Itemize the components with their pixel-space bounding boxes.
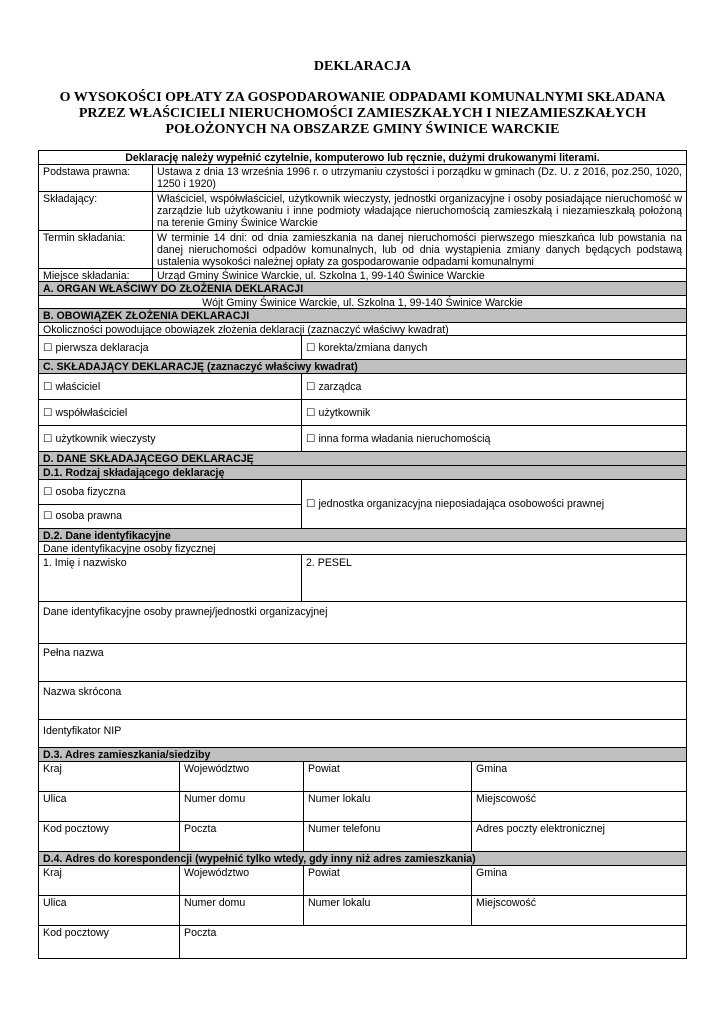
section-d2-header: D.2. Dane identyfikacyjne xyxy=(39,529,686,541)
organ-value: Wójt Gminy Świnice Warckie, ul. Szkolna 1, 99-140 Świnice Warckie xyxy=(202,297,523,308)
d3-email-field[interactable]: Adres poczty elektronicznej xyxy=(471,822,686,851)
d4-gmina-field[interactable]: Gmina xyxy=(471,866,686,895)
section-d1-header: D.1. Rodzaj składającego deklarację xyxy=(39,466,686,479)
d3-numer-lokalu-field[interactable]: Numer lokalu xyxy=(303,792,471,821)
section-b-header: B. OBOWIĄZEK ZŁOŻENIA DEKLARACJI xyxy=(39,309,686,322)
checkbox-pierwsza-deklaracja[interactable]: ☐ pierwsza deklaracja xyxy=(43,341,149,354)
checkbox-osoba-prawna[interactable]: ☐ osoba prawna xyxy=(39,504,301,529)
d4-kraj-field[interactable]: Kraj xyxy=(43,867,62,879)
d3-kraj-field[interactable]: Kraj xyxy=(43,763,62,775)
section-a-header: A. ORGAN WŁAŚCIWY DO ZŁOŻENIA DEKLARACJI xyxy=(39,282,686,295)
d3-numer-domu-field[interactable]: Numer domu xyxy=(179,792,303,821)
d3-gmina-field[interactable]: Gmina xyxy=(471,762,686,791)
section-d3-header: D.3. Adres zamieszkania/siedziby xyxy=(39,748,686,761)
d3-poczta-field[interactable]: Poczta xyxy=(179,822,303,851)
termin-value: W terminie 14 dni: od dnia zamieszkania na danej nieruchomości pierwszego mieszkańca lub powstania na danej nieruchomości odpadów komunalnych, lub od dnia wystąpienia zmiany danych będących podstawą ustalenia wysokości należnej opłaty za gospodarowanie odpadami komunalnymi xyxy=(152,231,686,268)
d3-powiat-field[interactable]: Powiat xyxy=(303,762,471,791)
d3-wojewodztwo-field[interactable]: Województwo xyxy=(179,762,303,791)
checkbox-wlasciciel[interactable]: ☐ właściciel xyxy=(43,380,101,393)
checkbox-uzytkownik[interactable]: ☐ użytkownik xyxy=(301,400,686,425)
checkbox-wspolwlasciciel[interactable]: ☐ współwłaściciel xyxy=(43,406,128,419)
d4-powiat-field[interactable]: Powiat xyxy=(303,866,471,895)
d4-ulica-field[interactable]: Ulica xyxy=(43,897,67,909)
d4-wojewodztwo-field[interactable]: Województwo xyxy=(179,866,303,895)
d2-osoba-fizyczna-label: Dane identyfikacyjne osoby fizycznej xyxy=(43,543,216,554)
nip-field[interactable]: Identyfikator NIP xyxy=(43,725,122,737)
miejsce-value: Urząd Gminy Świnice Warckie, ul. Szkolna 1, 99-140 Świnice Warckie xyxy=(152,269,686,281)
miejsce-label: Miejsce składania: xyxy=(43,270,130,281)
podstawa-label: Podstawa prawna: xyxy=(43,166,131,178)
d4-kod-pocztowy-field[interactable]: Kod pocztowy xyxy=(43,927,109,939)
pelna-nazwa-field[interactable]: Pełna nazwa xyxy=(43,647,104,659)
d2-osoba-prawna-label: Dane identyfikacyjne osoby prawnej/jednostki organizacyjnej xyxy=(43,606,328,618)
d4-numer-lokalu-field[interactable]: Numer lokalu xyxy=(303,896,471,925)
checkbox-osoba-fizyczna[interactable]: ☐ osoba fizyczna xyxy=(43,485,126,498)
d4-poczta-field[interactable]: Poczta xyxy=(179,926,686,958)
section-d-header: D. DANE SKŁADAJĄCEGO DEKLARACJĘ xyxy=(39,452,686,465)
d3-kod-pocztowy-field[interactable]: Kod pocztowy xyxy=(43,823,109,835)
skladajacy-value: Właściciel, współwłaściciel, użytkownik wieczysty, jednostki organizacyjne i osoby posiadające nieruchomość w zarządzie lub użytkowaniu i inne podmioty władające nieruchomością zamieszkałą i niezamieszkałą położoną na terenie Gminy Świnice Warckie xyxy=(152,192,686,230)
d3-ulica-field[interactable]: Ulica xyxy=(43,793,67,805)
d3-telefon-field[interactable]: Numer telefonu xyxy=(303,822,471,851)
d3-miejscowosc-field[interactable]: Miejscowość xyxy=(471,792,686,821)
document-title: DEKLARACJA xyxy=(313,59,412,74)
podstawa-value: Ustawa z dnia 13 września 1996 r. o utrzymaniu czystości i porządku w gminach (Dz. U. z 2016, poz.250, 1020, 1250 i 1920) xyxy=(152,165,686,191)
document-subtitle: O WYSOKOŚCI OPŁATY ZA GOSPODAROWANIE ODPADAMI KOMUNALNYMI SKŁADANA PRZEZ WŁAŚCICIELI NIERUCHOMOŚCI ZAMIESZKAŁYCH I NIEZAMIESZKAŁYCH POŁOŻONYCH NA OBSZARZE GMINY ŚWINICE WARCKIE xyxy=(59,90,666,137)
section-b-note: Okoliczności powodujące obowiązek złożenia deklaracji (zaznaczyć właściwy kwadrat) xyxy=(43,324,449,335)
declaration-form xyxy=(38,150,687,959)
nazwa-skrocona-field[interactable]: Nazwa skrócona xyxy=(43,686,122,698)
checkbox-zarzadca[interactable]: ☐ zarządca xyxy=(301,374,686,399)
d4-miejscowosc-field[interactable]: Miejscowość xyxy=(471,896,686,925)
checkbox-jednostka-organizacyjna[interactable]: ☐ jednostka organizacyjna nieposiadająca osobowości prawnej xyxy=(301,480,686,528)
d4-numer-domu-field[interactable]: Numer domu xyxy=(179,896,303,925)
termin-label: Termin składania: xyxy=(43,232,126,244)
checkbox-korekta[interactable]: ☐ korekta/zmiana danych xyxy=(301,336,686,359)
instructions: Deklarację należy wypełnić czytelnie, komputerowo lub ręcznie, dużymi drukowanymi literami. xyxy=(125,152,600,164)
pesel-field[interactable]: 2. PESEL xyxy=(301,555,686,601)
section-d4-header: D.4. Adres do korespondencji (wypełnić tylko wtedy, gdy inny niż adres zamieszkania) xyxy=(39,852,686,865)
imie-nazwisko-field[interactable]: 1. Imię i nazwisko xyxy=(43,557,127,569)
skladajacy-label: Składający: xyxy=(43,193,98,205)
checkbox-inna-forma[interactable]: ☐ inna forma władania nieruchomością xyxy=(301,426,686,451)
checkbox-uzytkownik-wieczysty[interactable]: ☐ użytkownik wieczysty xyxy=(43,432,156,445)
section-c-header: C. SKŁADAJĄCY DEKLARACJĘ (zaznaczyć właściwy kwadrat) xyxy=(39,360,686,373)
